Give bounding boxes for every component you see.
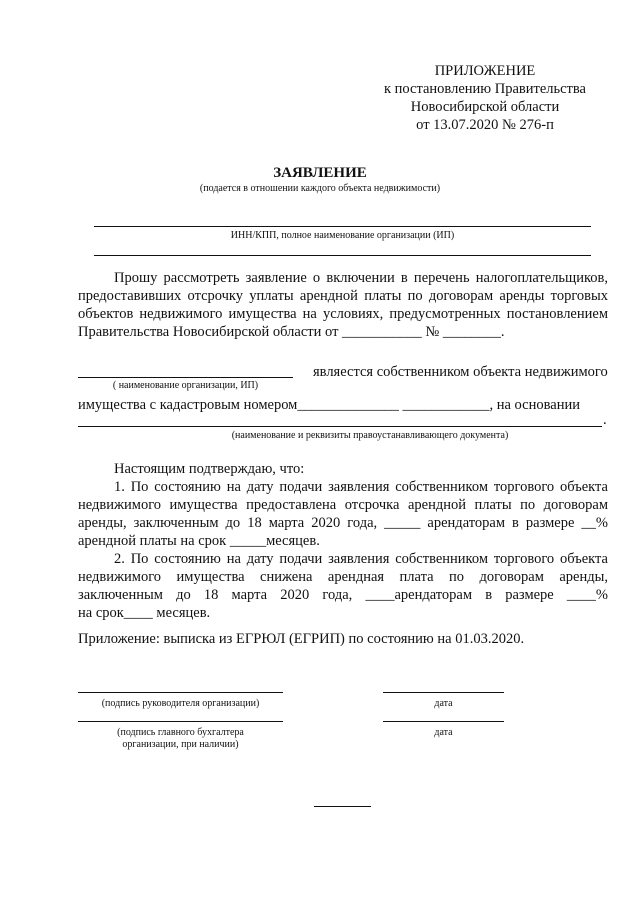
- closing-separator: [314, 806, 371, 807]
- request-paragraph: [78, 269, 608, 341]
- document-field-period: .: [603, 412, 607, 428]
- org-field-line-2: [94, 255, 591, 256]
- accountant-signature-line: [78, 721, 283, 722]
- head-signature-line: [78, 692, 283, 693]
- confirmation-section: [78, 460, 608, 622]
- item2-line-4: на срок____ месяцев.: [78, 605, 211, 621]
- cadastral-text: имущества с кадастровым номером______________ ____________, на основании: [78, 397, 580, 413]
- owner-text: являестся собственником объекта недвижимого: [313, 364, 608, 380]
- date1-caption: дата: [434, 698, 453, 709]
- confirmation-intro: Настоящим подтверждаю, что:: [114, 461, 305, 477]
- accountant-signature-caption: [78, 727, 283, 751]
- appendix-region: Новосибирской области: [410, 99, 560, 115]
- date2-line: [383, 721, 504, 722]
- appendix-decree: к постановлению Правительства: [384, 81, 586, 97]
- item2-line-1: 2. По состоянию на дату подачи заявления собственником торгового объекта: [114, 551, 608, 567]
- request-line-3: объектов недвижимого имущества на условиях, предусмотренных постановлением: [78, 306, 608, 322]
- accountant-caption-line-1: (подпись главного бухгалтера: [117, 727, 244, 738]
- date1-line: [383, 692, 504, 693]
- date2-caption: дата: [434, 727, 453, 738]
- owner-caption: ( наименование организации, ИП): [112, 380, 259, 391]
- request-line-1: Прошу рассмотреть заявление о включении в перечень налогоплательщиков,: [114, 270, 608, 286]
- item2-line-3: заключенным до 18 марта 2020 года, ____арендаторам в размере ____%: [78, 587, 608, 603]
- item2-line-2: недвижимого имущества снижена арендная плата по договорам аренды,: [78, 569, 608, 585]
- request-line-2: предоставивших отсрочку уплаты арендной платы по договорам аренды торговых: [78, 288, 608, 304]
- org-field-line: [94, 226, 591, 227]
- document-field-caption: (наименование и реквизиты правоустанавливающего документа): [231, 430, 509, 441]
- appendix-label: ПРИЛОЖЕНИЕ: [434, 63, 536, 79]
- appendix-date-number: от 13.07.2020 № 276-п: [416, 117, 554, 133]
- request-line-4: Правительства Новосибирской области от ___________ № ________.: [78, 324, 505, 340]
- owner-name-line: [78, 377, 293, 378]
- item1-line-2: недвижимого имущества предоставлена отсрочка арендной платы по договорам: [78, 497, 608, 513]
- org-field-caption: ИНН/КПП, полное наименование организации (ИП): [230, 230, 455, 241]
- accountant-caption-line-2: организации, при наличии): [122, 739, 239, 750]
- item1-line-1: 1. По состоянию на дату подачи заявления собственником торгового объекта: [114, 479, 608, 495]
- document-title: ЗАЯВЛЕНИЕ: [273, 165, 367, 181]
- appendix-header: [380, 62, 590, 134]
- attachment-note: Приложение: выписка из ЕГРЮЛ (ЕГРИП) по состоянию на 01.03.2020.: [78, 631, 525, 647]
- document-field-line: [78, 426, 602, 427]
- head-signature-caption: (подпись руководителя организации): [101, 698, 260, 709]
- item1-line-4: арендной платы на срок _____месяцев.: [78, 533, 320, 549]
- item1-line-3: аренды, заключенным до 18 марта 2020 года, _____ арендаторам в размере __%: [78, 515, 608, 531]
- document-subtitle: (подается в отношении каждого объекта недвижимости): [199, 183, 441, 194]
